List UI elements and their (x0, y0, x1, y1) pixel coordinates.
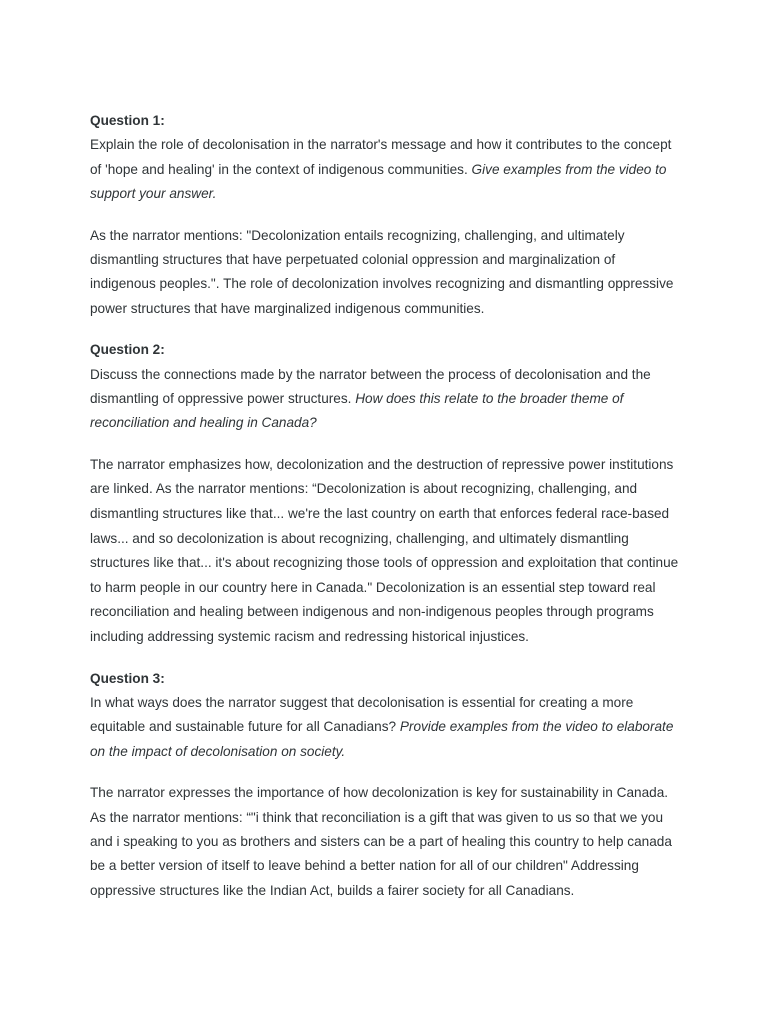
question-1-prompt-text: Explain the role of decolonisation in the narrator's message and how it contributes to the concept of 'hope and healing' in the context of indigenous communities. (90, 137, 672, 177)
question-2-prompt-italic: How does this relate to the broader theme of reconciliation and healing in Canada? (90, 391, 624, 431)
answer-2: The narrator emphasizes how, decolonization and the destruction of repressive power institutions are linked. As the narrator mentions: “Decolonization is about recognizing, challenging, and dismantling structures like that... we're the last country on earth that enforces federal race-based laws... and so decolonization is about recognizing, challenging, and ultimately dismantling structures like that... it's about recognizing those tools of oppression and exploitation that continue to harm people in our country here in Canada." Decolonization is an essential step toward real reconciliation and healing between indigenous and non-indigenous peoples through programs including addressing systemic racism and redressing historical injustices. (90, 456, 679, 645)
question-1-section (90, 109, 682, 321)
question-3-prompt-italic: Provide examples from the video to elaborate on the impact of decolonisation on society. (90, 719, 674, 759)
document-body (90, 109, 682, 920)
question-2-title: Question 2: (90, 342, 165, 358)
question-1-prompt (90, 133, 682, 206)
question-3-title: Question 3: (90, 670, 165, 686)
question-2-prompt-text: Discuss the connections made by the narrator between the process of decolonisation and the dismantling of oppressive power structures. (90, 366, 651, 407)
question-1-title: Question 1: (90, 113, 165, 128)
question-2-prompt (90, 363, 682, 436)
question-3-section (90, 667, 682, 904)
question-2-section (90, 338, 682, 649)
answer-3: The narrator expresses the importance of how decolonization is key for sustainability in Canada. As the narrator mentions: “"i think that reconciliation is a gift that was given to us so that we you and i speaking to you as brothers and sisters can be a part of healing this country to help canada be a better version of itself to leave behind a better nation for all of our children" Addressing oppressive structures like the Indian Act, builds a fairer society for all Canadians. (90, 785, 672, 898)
question-1-prompt-italic: Give examples from the video to support your answer. (90, 161, 667, 202)
answer-1: As the narrator mentions: "Decolonization entails recognizing, challenging, and ultimately dismantling structures that have perpetuated colonial oppression and marginalization of indigenous peoples.". The role of decolonization involves recognizing and dismantling oppressive power structures that have marginalized indigenous communities. (90, 227, 674, 316)
question-3-prompt-text: In what ways does the narrator suggest that decolonisation is essential for creating a more equitable and sustainable future for all Canadians? (90, 695, 634, 735)
question-3-prompt (90, 691, 682, 764)
